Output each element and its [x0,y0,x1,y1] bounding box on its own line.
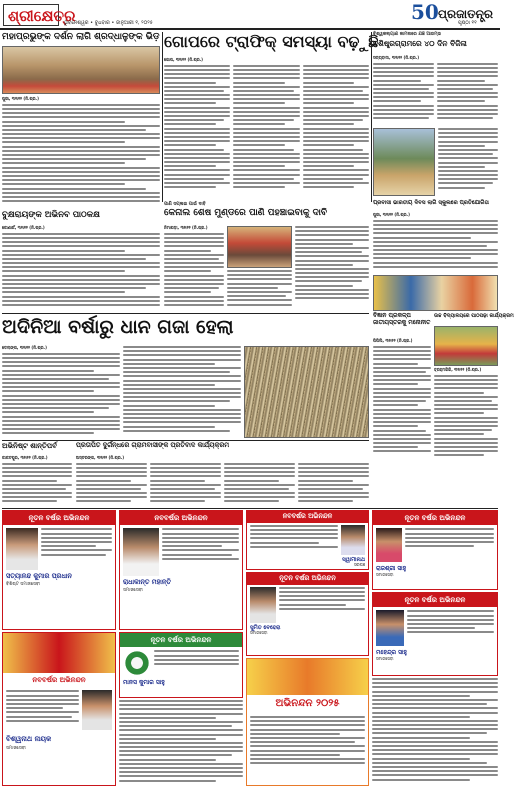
article-a5-headline: ପ୍ରବାସୀ ଭାରତୀୟ ଦିବସ ଲାଗି ସ୍କୁଲରେ ପ୍ରତିଯୋଗିତା [373,200,489,206]
ad-greeting-9: ଅଭିନନ୍ଦନ ୨୦୨୫ [246,658,369,786]
canal-meeting-photo [227,226,292,268]
article-a10-body: କାକଟପୁର, ୩୧ା୧୨ (ନି.ପ୍ର.) [2,456,72,506]
ad-portrait-1 [6,528,38,570]
article-a4-body-2 [227,270,292,311]
article-a4-body: ନିମାପଡ଼ା, ୩୧ା୧୨ (ନି.ପ୍ର.) [164,226,224,311]
ad-greeting-2: ନବବର୍ଷର ଅଭିନନ୍ଦନ ରାଧାକାନ୍ତ ମହାନ୍ତି ସମାଜସେବୀ [119,510,243,630]
ad-greeting-4: ନୂତନ ବର୍ଷର ଅଭିନନ୍ଦନ ରାଜଶ୍ରୀ ସାହୁ ସମାଜସେବୀ [372,510,498,590]
masthead [0,0,500,30]
article-a3-headline: ବିଶ୍ୱକଲ୍ୟାଣ କାମନାରେ ଯଜ୍ଞ ଆରମ୍ଭ ବଶିଷ୍ଠ୍ରଗ୍ରାମରେ ୪୦ ଦିନ ବିଜିଳା [373,32,467,49]
article-a6-body: କୋଣାର୍କ, ୩୧ା୧୨ (ନି.ପ୍ର.) [2,226,160,311]
ad-greeting-6: ନୂତନ ବର୍ଷର ଅଭିନନ୍ଦନ ମହେନ୍ଦ୍ର ସାହୁ ସମାଜସେବୀ [372,592,498,676]
yagna-photo [373,128,435,196]
article-a5-body: ପୁରୀ, ୩୧ା୧୨ (ନି.ପ୍ର.) [373,213,498,273]
article-a3-body: ସତ୍ୟବାଦୀ, ୩୧ା୧୨ (ନି.ପ୍ର.) [373,56,498,126]
article-a9-headline: ଉଚ୍ଚ ବିଦ୍ୟାଳୟରେ ପାଠପଢ଼ା କାର୍ଯ୍ୟକ୍ରମ [434,313,514,319]
ad-portrait-6 [376,610,404,646]
ad-portrait-4 [376,528,402,562]
newspaper-brand: ପ୍ରଜାତନ୍ତ୍ର [438,7,494,21]
article-a4-headline: ପାଣି ସପ୍ଳାଇ ପାଇଁ ଦାବି କେନାଲ ଶେଷ ମୁଣ୍ଡରେ ପାଣି ପହଞ୍ଚାଇବାକୁ ଦାବି [164,202,328,219]
anniversary-logo: 50 [411,0,439,24]
article-a7-headline: ଅଦିନିଆ ବର୍ଷାରୁ ଧାନ ଗଜା ହେଲା [2,316,234,338]
article-a6-headline: ବୁକ୍ଷରାୟଙ୍କ ଅଭିନବ ପାଠକକ୍ଷ [2,210,100,220]
festival-banner-image [247,659,368,695]
issue-line: ଭୁବନେଶ୍ୱର • ବୁଧବାର • ଜାନୁଆରୀ ୧, ୨୦୨୫ [64,20,153,26]
article-a8-body: ପିପିଲି, ୩୧ା୧୨ (ନି.ପ୍ର.) [373,339,431,464]
article-a10-headline: ଅଭିନିଷ୍ଟ ଶାନ୍ତିପର୍ବ [2,442,57,450]
ad-filler-text-2 [372,678,498,786]
ad-portrait-3 [341,525,365,555]
school-competition-photo [373,275,498,311]
ad-greeting-5: ନୂତନ ବର୍ଷର ଅଭିନନ୍ଦନ ସୁମିତ ବେହେରା ସମାଜସେବୀ [246,572,369,656]
article-a1-headline: ମହାପ୍ରଭୁଙ୍କ ଦର୍ଶନ ଲାଗି ଶ୍ରଦ୍ଧାଳୁଙ୍କ ଭିଡ଼ [2,32,160,42]
party-symbol-icon [123,650,151,676]
ad-portrait-5 [250,587,276,623]
article-a4-body-3 [295,226,369,311]
temple-crowd-photo [2,46,160,94]
school-event-photo [434,326,498,366]
ad-portrait-2 [123,528,159,576]
ad-greeting-8: ନବବର୍ଷର ଅଭିନନ୍ଦନ ବିଶ୍ୱନାଥ ନାୟକ ସମାଜସେବୀ [2,632,116,786]
article-a8-headline: ବିଜ୍ଞାନ ପ୍ରକଳ୍ପ ଜାତୀୟସ୍ତରକୁ ମନୋନୀତ [373,312,431,326]
page-number: ପୃଷ୍ଠା ୧୧ [458,20,477,26]
article-a2-body: ଗୋପ, ୩୧ା୧୨ (ନି.ପ୍ର.) [164,58,369,198]
section-title: ଶ୍ରୀକ୍ଷେତ୍ର [8,7,76,25]
article-a9-body: ବ୍ରହ୍ମଗିରି, ୩୧ା୧୨ (ନି.ପ୍ର.) [434,368,498,464]
sprouted-paddy-photo [244,346,369,438]
ad-greeting-3: ନବବର୍ଷର ଅଭିନନ୍ଦନ ସ୍ୱାମୀନାଥ ସରପଞ୍ଚ [246,510,369,570]
section-box [3,4,76,26]
deity-image [3,633,115,673]
article-a2-headline: ଗୋପରେ ଟ୍ରାଫିକ୍ ସମସ୍ୟା ବଢ଼ୁଛି [164,32,379,51]
article-a7-body: ଡେଲାଙ୍ଗ, ୩୧ା୧୨ (ନି.ପ୍ର.) [2,346,120,438]
ad-portrait-8 [82,690,112,730]
ad-greeting-1: ନୂତନ ବର୍ଷର ଅଭିନନ୍ଦନ ସତ୍ୟାନନ୍ଦ କୁମାର ପ୍ରଧାନ ବିଶିଷ୍ଟ ସମାଜସେବୀ [2,510,116,630]
article-a7-body-2 [123,346,241,438]
ad-filler-text [119,700,243,786]
article-a11-headline: ପ୍ରତାପିତ ଦୁର୍ଗନ୍ଧରେ ଗ୍ରାମବାସୀଙ୍କ ପ୍ରତିବାଦ କାର୍ଯ୍ୟକ୍ରମ [76,441,230,449]
article-a1-body: ପୁରୀ, ୩୧ା୧୨ (ନି.ପ୍ର.) [2,97,160,207]
article-a3-body-cont [438,128,498,196]
article-a11-body: ଅସ୍ତରଙ୍ଗ, ୩୧ା୧୨ (ନି.ପ୍ର.) [76,456,369,506]
ad-greeting-7: ନୂତନ ବର୍ଷର ଅଭିନନ୍ଦନ ମାନସ କୁମାର ସାହୁ [119,632,243,698]
